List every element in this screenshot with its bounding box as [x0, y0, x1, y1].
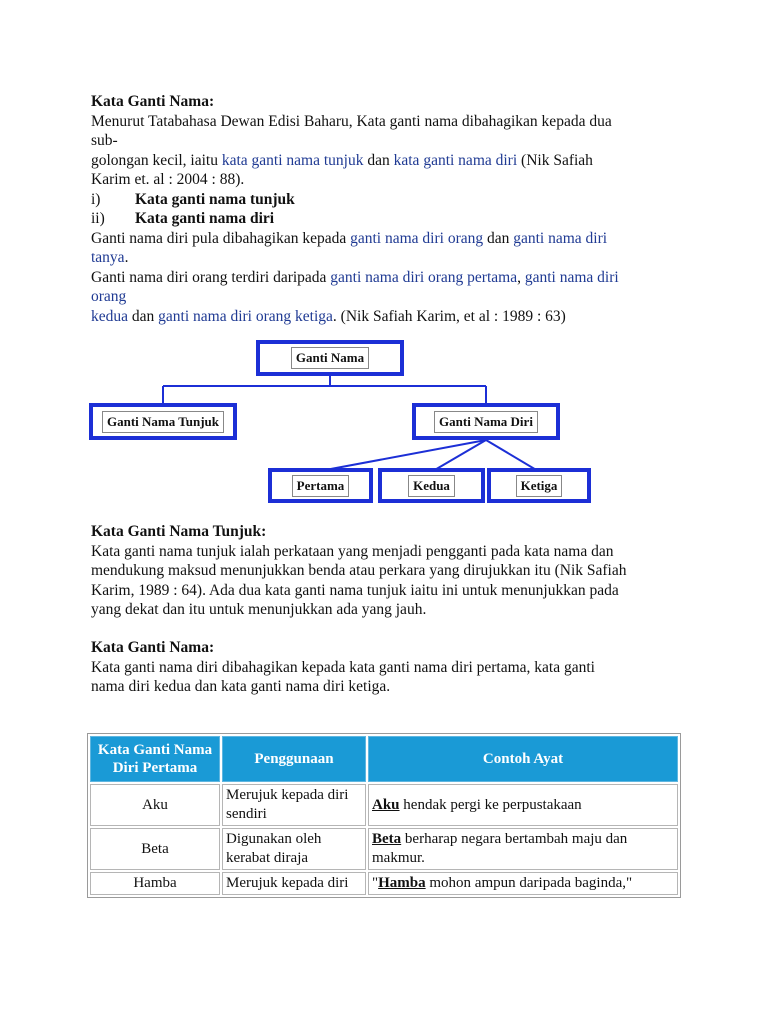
section-heading-kata-ganti-nama-2: Kata Ganti Nama:: [91, 639, 215, 656]
ganti-nama-tree-diagram: [0, 335, 768, 510]
column-header-kata-ganti: [90, 736, 220, 782]
cell-usage: Merujuk kepada diri: [222, 872, 366, 895]
link-orang-kedua-cont2[interactable]: kedua: [91, 307, 129, 325]
list-item: [91, 190, 691, 210]
node-pertama: [268, 468, 373, 503]
example-keyword: Hamba: [378, 875, 426, 891]
node-label: Kedua: [408, 475, 455, 497]
text: golongan kecil, iaitu: [91, 151, 222, 169]
table-row: [90, 872, 678, 895]
node-label: Pertama: [292, 475, 350, 497]
example-text-line2: makmur.: [372, 850, 425, 866]
link-orang-kedua-cont[interactable]: orang: [91, 288, 127, 305]
header-line: Diri Pertama: [112, 760, 198, 776]
usage-line: Digunakan oleh: [226, 831, 322, 847]
connector-line: [486, 440, 538, 471]
link-ganti-nama-diri-tanya[interactable]: ganti nama diri: [513, 229, 608, 247]
cell-word: Aku: [90, 784, 220, 826]
column-header-penggunaan: Penggunaan: [222, 736, 366, 782]
example-prefix: ": [372, 875, 379, 891]
paragraph-line: mendukung maksud menunjukkan benda atau perkara yang dirujukkan itu (Nik Safiah: [91, 562, 627, 579]
node-kedua: [378, 468, 485, 503]
cell-word: Hamba: [90, 872, 220, 895]
text: ,: [517, 268, 525, 286]
text: . (Nik Safiah Karim, et al : 1989 : 63): [332, 307, 566, 325]
paragraph-line: Kata ganti nama diri dibahagikan kepada kata ganti nama diri pertama, kata ganti: [91, 658, 595, 676]
intro-line-3: [91, 151, 691, 171]
list-label: Kata ganti nama diri: [135, 210, 275, 227]
node-ganti-nama: [256, 340, 404, 376]
link-orang-pertama[interactable]: ganti nama diri orang pertama: [330, 268, 518, 286]
cell-example: [368, 872, 678, 895]
paragraph-line: Karim, 1989 : 64). Ada dua kata ganti nama tunjuk iaitu ini untuk menunjukkan pada: [91, 581, 619, 599]
kata-ganti-nama-diri-pertama-table: [87, 733, 681, 898]
list-number: i): [91, 190, 101, 208]
intro-line-1: Menurut Tatabahasa Dewan Edisi Baharu, Kata ganti nama dibahagikan kepada dua: [91, 112, 612, 130]
list-item: [91, 209, 691, 229]
usage-line: sendiri: [226, 806, 267, 822]
cell-example: [368, 784, 678, 826]
text: Ganti nama diri orang terdiri daripada: [91, 268, 331, 286]
cell-example: [368, 828, 678, 870]
example-text: berharap negara bertambah maju dan: [401, 831, 628, 847]
node-ganti-nama-tunjuk: [89, 403, 237, 440]
table-header-row: [90, 736, 678, 782]
cell-word: Beta: [90, 828, 220, 870]
paragraph-line: [91, 307, 691, 327]
link-ganti-nama-diri-orang[interactable]: ganti nama diri orang: [350, 229, 484, 247]
example-text: hendak pergi ke perpustakaan: [399, 796, 582, 813]
list-number: ii): [91, 210, 105, 227]
text: Ganti nama diri pula dibahagikan kepada: [91, 229, 351, 247]
paragraph-line: yang dekat dan itu untuk menunjukkan ada yang jauh.: [91, 601, 427, 618]
node-ketiga: [487, 468, 591, 503]
link-ganti-nama-diri-tanya-cont[interactable]: tanya: [91, 249, 125, 266]
link-kata-ganti-nama-tunjuk[interactable]: kata ganti nama tunjuk: [221, 151, 364, 169]
paragraph-line: nama diri kedua dan kata ganti nama diri ketiga.: [91, 678, 391, 695]
node-label: Ganti Nama: [291, 347, 369, 369]
tunjuk-section: [91, 522, 691, 620]
paragraph-line: [91, 287, 691, 307]
example-keyword: Aku: [372, 796, 400, 813]
list-label: Kata ganti nama tunjuk: [135, 190, 295, 208]
intro-line-2: sub-: [91, 132, 118, 149]
intro-section: [91, 92, 691, 326]
link-orang-ketiga[interactable]: ganti nama diri orang ketiga: [158, 307, 333, 325]
header-line: Kata Ganti Nama: [97, 742, 213, 758]
intro-line-4: Karim et. al : 2004 : 88).: [91, 171, 245, 188]
node-label: Ketiga: [516, 475, 563, 497]
section-heading-tunjuk: Kata Ganti Nama Tunjuk:: [91, 523, 267, 540]
usage-line: Merujuk kepada diri: [226, 787, 349, 803]
text: dan: [483, 229, 514, 247]
paragraph-line: Kata ganti nama tunjuk ialah perkataan yang menjadi pengganti pada kata nama dan: [91, 542, 614, 560]
table-row: [90, 784, 678, 826]
node-label: Ganti Nama Diri: [434, 411, 538, 433]
section-heading-kata-ganti-nama: Kata Ganti Nama:: [91, 93, 215, 110]
diri-section: [91, 638, 691, 697]
example-text: mohon ampun daripada baginda,": [425, 875, 633, 891]
node-label: Ganti Nama Tunjuk: [102, 411, 224, 433]
paragraph-ganti-nama-diri: [91, 229, 691, 249]
column-header-contoh-ayat: Contoh Ayat: [368, 736, 678, 782]
link-kata-ganti-nama-diri[interactable]: kata ganti nama diri: [393, 151, 518, 169]
text: dan: [363, 151, 394, 169]
paragraph-ganti-nama-diri-cont: [91, 248, 691, 268]
usage-line: kerabat diraja: [226, 850, 309, 866]
text: (Nik Safiah: [517, 151, 593, 169]
example-keyword: Beta: [372, 831, 402, 847]
cell-usage: [222, 828, 366, 870]
text: dan: [128, 307, 159, 325]
text: .: [124, 249, 129, 266]
cell-usage: [222, 784, 366, 826]
node-ganti-nama-diri: [412, 403, 560, 440]
table-row: [90, 828, 678, 870]
paragraph-ganti-nama-diri-orang: [91, 268, 691, 288]
link-orang-kedua[interactable]: ganti nama diri: [524, 268, 619, 286]
